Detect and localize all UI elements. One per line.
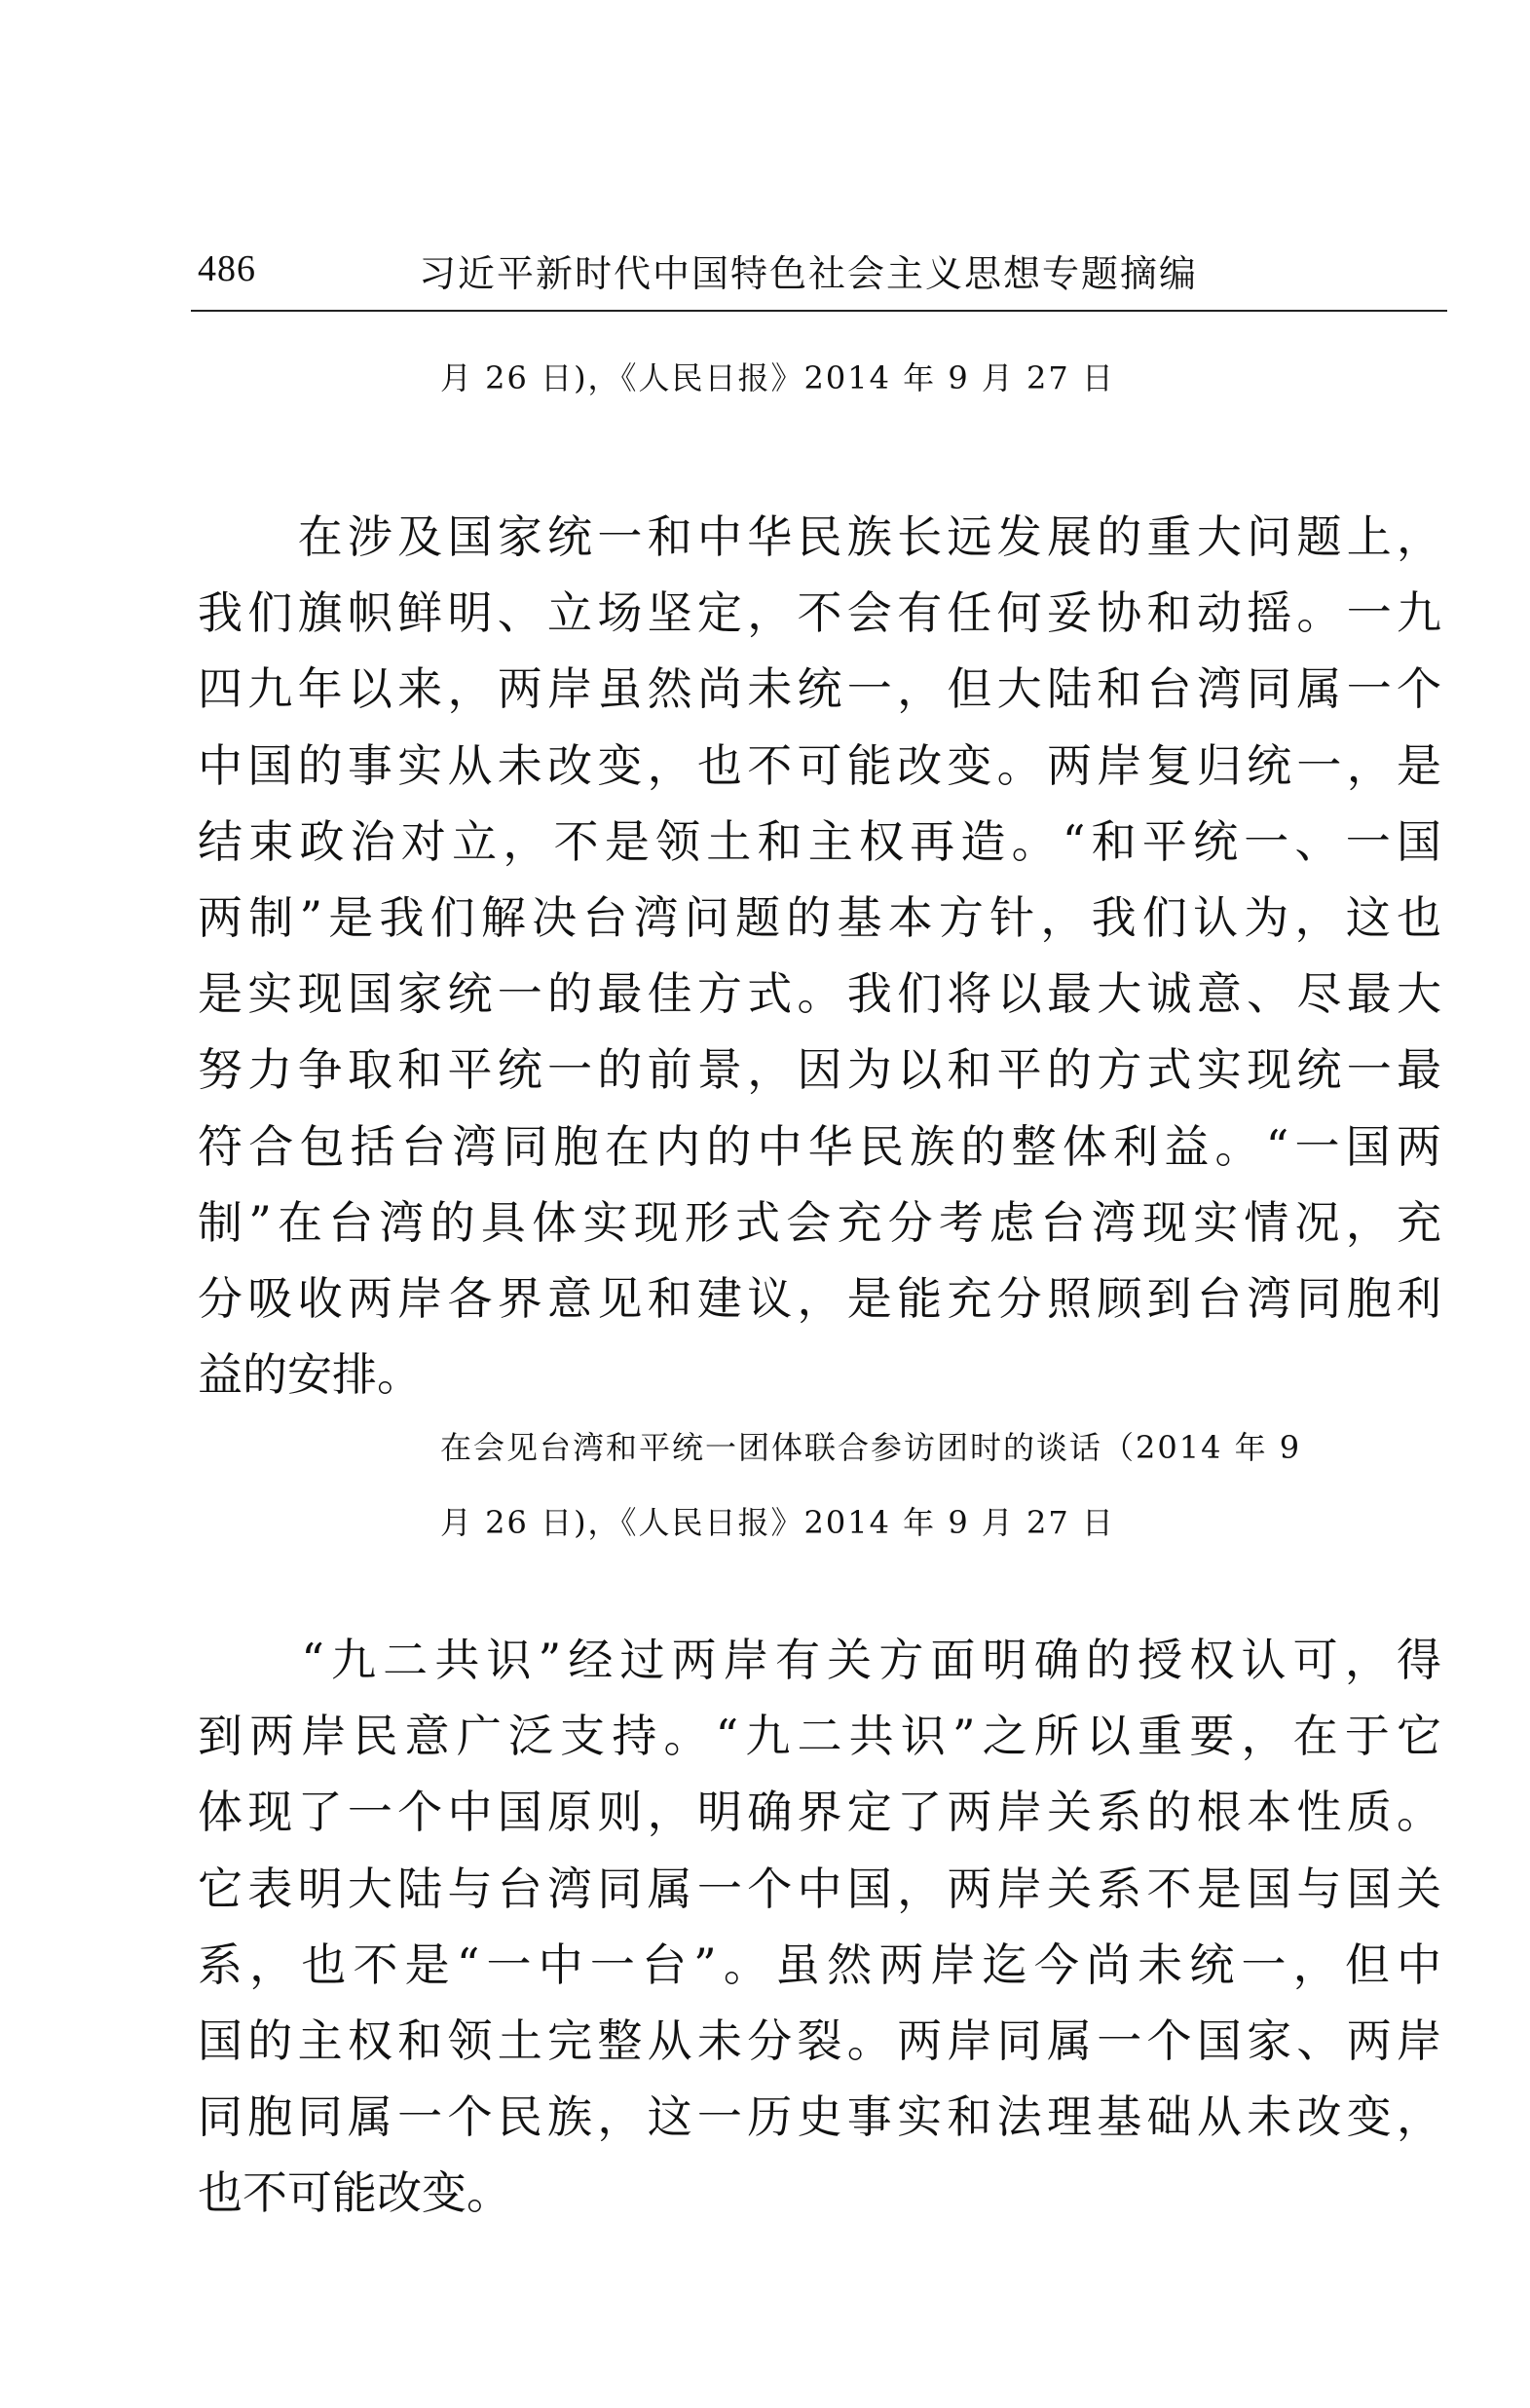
paragraph-line: 努力争取和平统一的前景，因为以和平的方式实现统一最 xyxy=(198,1043,1441,1097)
paragraph-line: 体现了一个中国原则，明确界定了两岸关系的根本性质。 xyxy=(198,1786,1441,1839)
paragraph-line: 分吸收两岸各界意见和建议，是能充分照顾到台湾同胞利 xyxy=(198,1271,1441,1325)
paragraph-line: 到两岸民意广泛支持。“九二共识”之所以重要，在于它 xyxy=(198,1710,1441,1763)
paragraph-line: 益的安排。 xyxy=(198,1348,422,1402)
paragraph-line: 四九年以来，两岸虽然尚未统一，但大陆和台湾同属一个 xyxy=(198,662,1441,716)
paragraph-line: 结束政治对立，不是领土和主权再造。“和平统一、一国 xyxy=(198,814,1441,868)
paragraph-line: 是实现国家统一的最佳方式。我们将以最大诚意、尽最大 xyxy=(198,967,1441,1021)
source-citation-line-2: 月 26 日)，《人民日报》2014 年 9 月 27 日 xyxy=(440,1504,1115,1541)
running-title: 习近平新时代中国特色社会主义思想专题摘编 xyxy=(419,252,1199,295)
paragraph-line: 符合包括台湾同胞在内的中华民族的整体利益。“一国两 xyxy=(198,1119,1441,1173)
paragraph-line: 同胞同属一个民族，这一历史事实和法理基础从未改变， xyxy=(198,2090,1441,2144)
paragraph-line: 在涉及国家统一和中华民族长远发展的重大问题上， xyxy=(198,510,1441,563)
paragraph-line: 它表明大陆与台湾同属一个中国，两岸关系不是国与国关 xyxy=(198,1862,1441,1915)
paragraph-line: 两制”是我们解决台湾问题的基本方针，我们认为，这也 xyxy=(198,890,1441,944)
body-paragraph-2 xyxy=(198,1622,1441,2232)
paragraph-line: 国的主权和领土完整从未分裂。两岸同属一个国家、两岸 xyxy=(198,2013,1441,2067)
source-citation-line-1: 在会见台湾和平统一团体联合参访团时的谈话（2014 年 9 xyxy=(440,1429,1302,1466)
page-header xyxy=(198,244,1441,302)
paragraph-line: 也不可能改变。 xyxy=(198,2166,511,2220)
page-number: 486 xyxy=(198,248,256,289)
body-paragraph-1 xyxy=(198,499,1441,1412)
paragraph-line: “九二共识”经过两岸有关方面明确的授权认可，得 xyxy=(198,1634,1441,1686)
source-citation-continued: 月 26 日)，《人民日报》2014 年 9 月 27 日 xyxy=(440,359,1115,396)
paragraph-line: 制”在台湾的具体实现形式会充分考虑台湾现实情况，充 xyxy=(198,1195,1441,1249)
paragraph-line: 中国的事实从未改变，也不可能改变。两岸复归统一，是 xyxy=(198,738,1441,792)
paragraph-line: 我们旗帜鲜明、立场坚定，不会有任何妥协和动摇。一九 xyxy=(198,586,1441,640)
paragraph-line: 系，也不是“一中一台”。虽然两岸迄今尚未统一，但中 xyxy=(198,1938,1441,1991)
header-rule xyxy=(191,310,1447,312)
